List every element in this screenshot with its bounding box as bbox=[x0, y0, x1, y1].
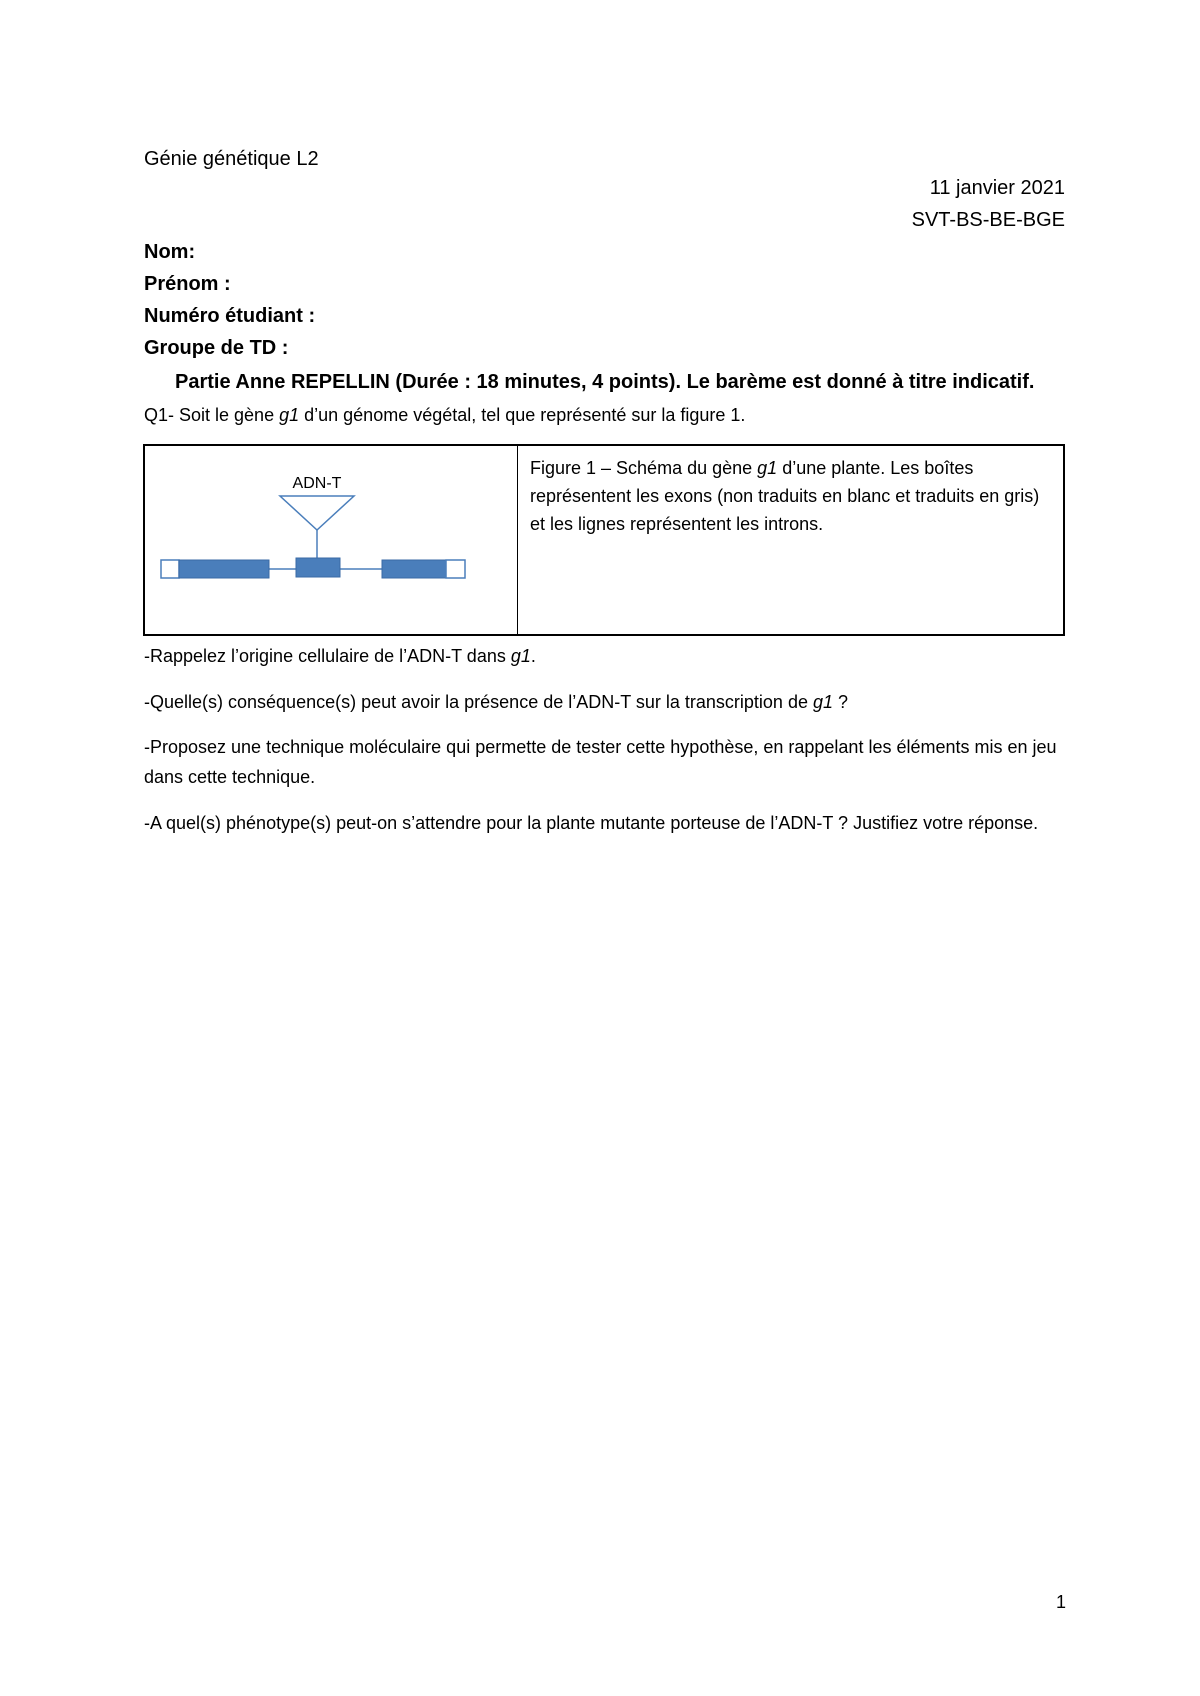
question-1 bbox=[144, 403, 745, 427]
field-prenom: Prénom : bbox=[144, 273, 231, 295]
exam-date: 11 janvier 2021 bbox=[929, 177, 1065, 199]
figure-caption bbox=[530, 454, 1050, 538]
gene-diagram bbox=[145, 446, 516, 634]
course-title: Génie génétique L2 bbox=[144, 148, 319, 170]
origin-gene-name: g1 bbox=[510, 646, 531, 666]
caption-text-after: d’une plante. Les boîtes représentent les exons (non traduits en blanc et traduits en gris) et les lignes représentent les introns. bbox=[530, 458, 1040, 534]
page-number: 1 bbox=[1055, 1592, 1066, 1612]
consequence-gene-name: g1 bbox=[812, 692, 834, 712]
consequence-text-end: ? bbox=[833, 692, 849, 712]
part-title: Partie Anne REPELLIN (Durée : 18 minutes, 4 points). Le barème est donné à titre indicatif. bbox=[175, 371, 1035, 393]
q1-text-before: Q1- Soit le gène bbox=[144, 405, 280, 425]
question-origin bbox=[144, 641, 1064, 671]
figure-table bbox=[143, 444, 1065, 636]
exon-2 bbox=[296, 558, 340, 577]
exon-1 bbox=[179, 560, 269, 578]
caption-gene-name: g1 bbox=[757, 458, 778, 478]
adn-t-label: ADN-T bbox=[292, 475, 342, 492]
caption-text-before: Figure 1 – Schéma du gène bbox=[530, 458, 758, 478]
utr-exon-5 bbox=[161, 560, 179, 578]
field-nom: Nom: bbox=[144, 241, 196, 263]
adn-t-triangle bbox=[280, 496, 354, 530]
q1-text-after: d’un génome végétal, tel que représenté sur la figure 1. bbox=[299, 405, 746, 425]
exon-3 bbox=[382, 560, 446, 578]
question-phenotype: -A quel(s) phénotype(s) peut-on s’attendre pour la plante mutante porteuse de l’ADN-T ? Justifiez votre réponse. bbox=[144, 813, 1039, 833]
figure-diagram-cell bbox=[145, 446, 518, 634]
consequence-text: -Quelle(s) conséquence(s) peut avoir la présence de l’ADN-T sur la transcription de bbox=[144, 692, 813, 712]
field-numero-etudiant: Numéro étudiant : bbox=[144, 305, 316, 327]
question-technique: -Proposez une technique moléculaire qui permette de tester cette hypothèse, en rappelant les éléments mis en jeu dans cette technique. bbox=[144, 737, 1057, 787]
q1-gene-name: g1 bbox=[279, 405, 300, 425]
origin-text-end: . bbox=[530, 646, 536, 666]
field-groupe-td: Groupe de TD : bbox=[144, 337, 289, 359]
question-consequence bbox=[144, 687, 1064, 717]
class-label: SVT-BS-BE-BGE bbox=[911, 209, 1065, 231]
utr-exon-3 bbox=[446, 560, 465, 578]
origin-text: -Rappelez l’origine cellulaire de l’ADN-T dans bbox=[144, 646, 511, 666]
